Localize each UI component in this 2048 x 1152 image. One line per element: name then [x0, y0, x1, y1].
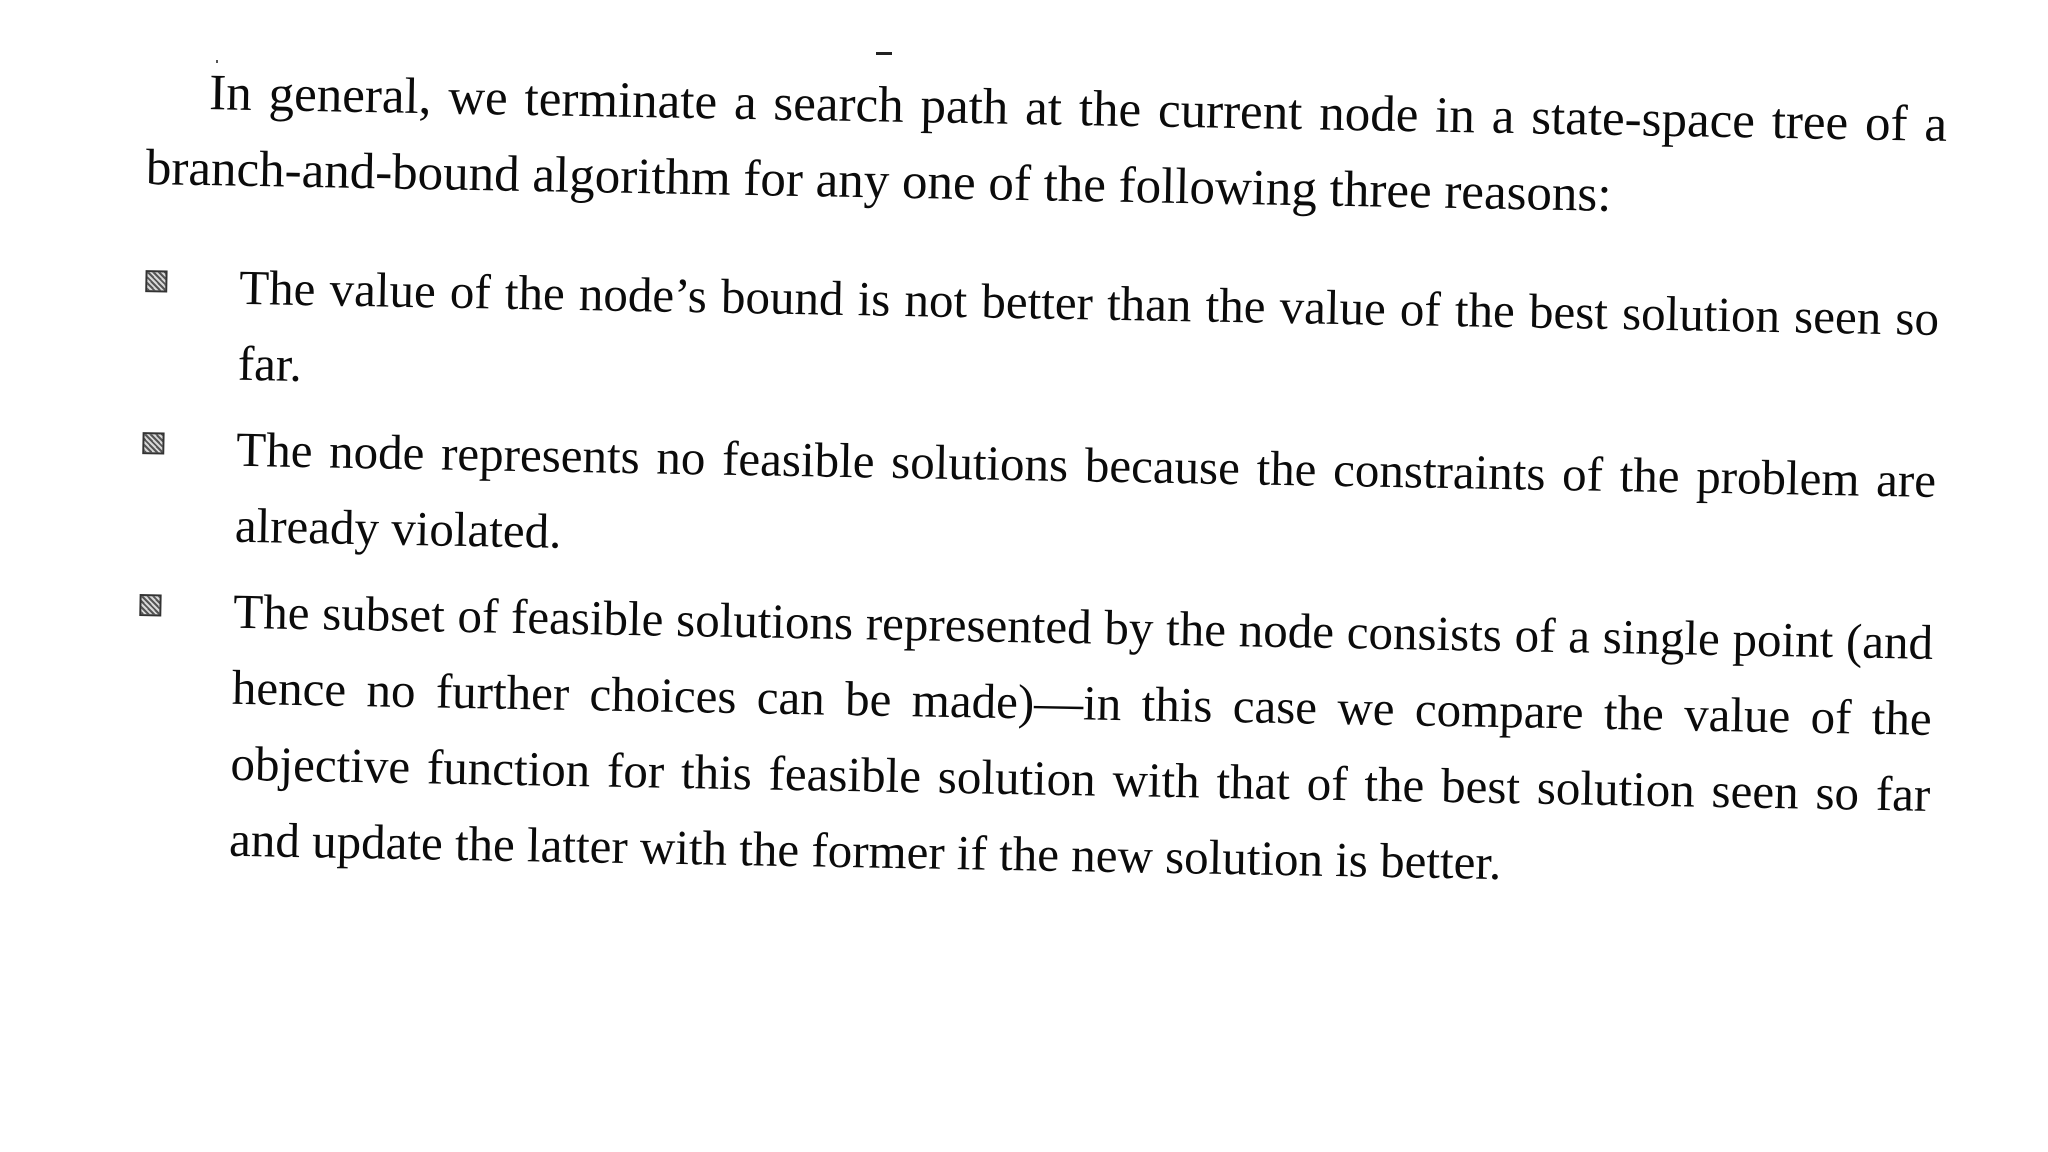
- list-item: [134, 410, 1936, 595]
- square-bullet-icon: [145, 270, 167, 292]
- reason-text: The subset of feasible solutions represented by the node consists of a single point (and hence no further choices can be made)—in this case we compare the value of the objective function for this feasible solution with that of the best solution seen so far and update the latter with the former if the new solution is better.: [228, 583, 1934, 891]
- scan-artifact-mark: [876, 52, 892, 55]
- list-item: [137, 248, 1939, 433]
- reason-text: The node represents no feasible solutions because the constraints of the problem are already violated.: [234, 421, 1937, 559]
- termination-reasons-list: [128, 248, 1939, 919]
- square-bullet-icon: [139, 594, 161, 616]
- list-item: [128, 572, 1933, 909]
- reason-text: The value of the node’s bound is not better than the value of the best solution seen so far.: [237, 259, 1940, 392]
- intro-paragraph: In general, we terminate a search path at the current node in a state-space tree of a branch-and-bound algorithm for any one of the following three reasons:: [145, 65, 1948, 223]
- square-bullet-icon: [142, 432, 164, 454]
